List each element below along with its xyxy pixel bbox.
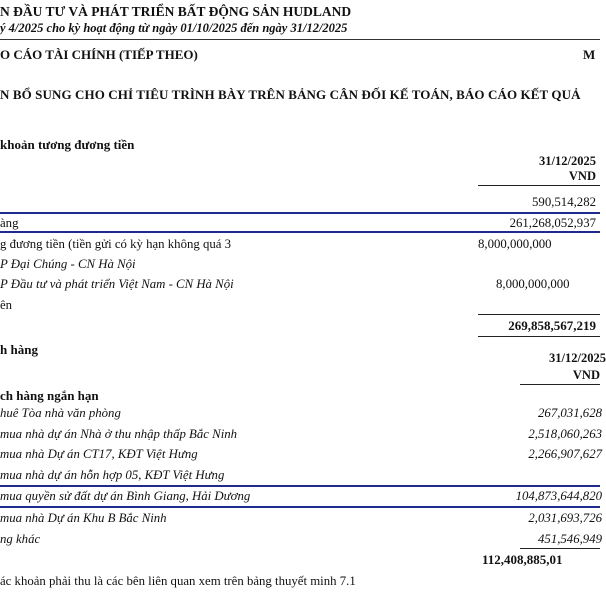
company-name: N ĐẦU TƯ VÀ PHÁT TRIỂN BẤT ĐỘNG SẢN HUDLAND — [0, 4, 352, 19]
receivable-row-value: 267,031,628 — [538, 406, 602, 420]
receivables-header-rule — [520, 384, 600, 385]
receivable-row-value: 2,266,907,627 — [528, 447, 602, 461]
highlight-line — [0, 506, 600, 508]
receivable-row-value: 104,873,644,820 — [515, 489, 602, 503]
cash-row-label: àng — [0, 216, 19, 230]
cash-total: 269,858,567,219 — [508, 318, 596, 333]
cash-col-date: 31/12/2025 — [539, 154, 596, 168]
highlight-line — [0, 485, 600, 487]
receivable-row-label: mua nhà dự án Nhà ở thu nhập thấp Bắc Ninh — [0, 427, 238, 441]
cash-row-value: 8,000,000,000 — [496, 277, 570, 291]
receivables-col-date: 31/12/2025 — [549, 351, 606, 365]
receivables-footnote: ác khoản phải thu là các bên liên quan xem trên bảng thuyết minh 7.1 — [0, 574, 356, 588]
cash-total-rule — [478, 336, 600, 337]
cash-row-label: g đương tiền (tiền gửi có kỳ hạn không quá 3 — [0, 237, 232, 251]
cash-row-value: 590,514,282 — [532, 195, 596, 209]
receivables-total: 112,408,885,01 — [482, 552, 563, 567]
reporting-period: ý 4/2025 cho kỳ hoạt động từ ngày 01/10/2025 đến ngày 31/12/2025 — [0, 21, 348, 35]
receivable-row-value: 451,546,949 — [538, 532, 602, 546]
section-title: N BỔ SUNG CHO CHỈ TIÊU TRÌNH BÀY TRÊN BẢNG CÂN ĐỐI KẾ TOÁN, BÁO CÁO KẾT QUẢ — [0, 87, 581, 102]
report-title: O CÁO TÀI CHÍNH (TIẾP THEO) — [0, 47, 198, 62]
receivable-row-label: huê Tòa nhà văn phòng — [0, 406, 121, 420]
receivable-row-label: mua quyền sử đất dự án Bình Giang, Hải Dương — [0, 489, 251, 503]
receivable-row-label: mua nhà Dự án Khu B Bắc Ninh — [0, 511, 167, 525]
cash-heading: khoản tương đương tiền — [0, 137, 135, 152]
receivable-row-value: 2,518,060,263 — [528, 427, 602, 441]
receivables-total-rule — [520, 548, 600, 549]
receivables-subheading: ch hàng ngắn hạn — [0, 388, 99, 403]
highlight-line — [0, 212, 600, 214]
cash-row-label: P Đại Chúng - CN Hà Nội — [0, 257, 136, 271]
cash-row-value: 261,268,052,937 — [509, 216, 596, 230]
header-divider — [0, 39, 600, 40]
cash-col-unit: VND — [568, 169, 596, 183]
cash-row-label: ên — [0, 298, 13, 312]
receivable-row-label: mua nhà Dự án CT17, KĐT Việt Hưng — [0, 447, 198, 461]
cash-total-rule — [478, 314, 600, 315]
form-code: M — [583, 47, 596, 62]
highlight-line — [0, 231, 600, 233]
receivable-row-label: mua nhà dự án hỗn hợp 05, KĐT Việt Hưng — [0, 468, 225, 482]
receivable-row-value: 2,031,693,726 — [528, 511, 602, 525]
cash-row-value: 8,000,000,000 — [478, 237, 552, 251]
receivables-heading: h hàng — [0, 342, 38, 357]
cash-header-rule — [478, 185, 600, 186]
receivables-col-unit: VND — [572, 368, 600, 382]
cash-row-label: P Đầu tư và phát triển Việt Nam - CN Hà Nội — [0, 277, 234, 291]
receivable-row-label: ng khác — [0, 532, 41, 546]
